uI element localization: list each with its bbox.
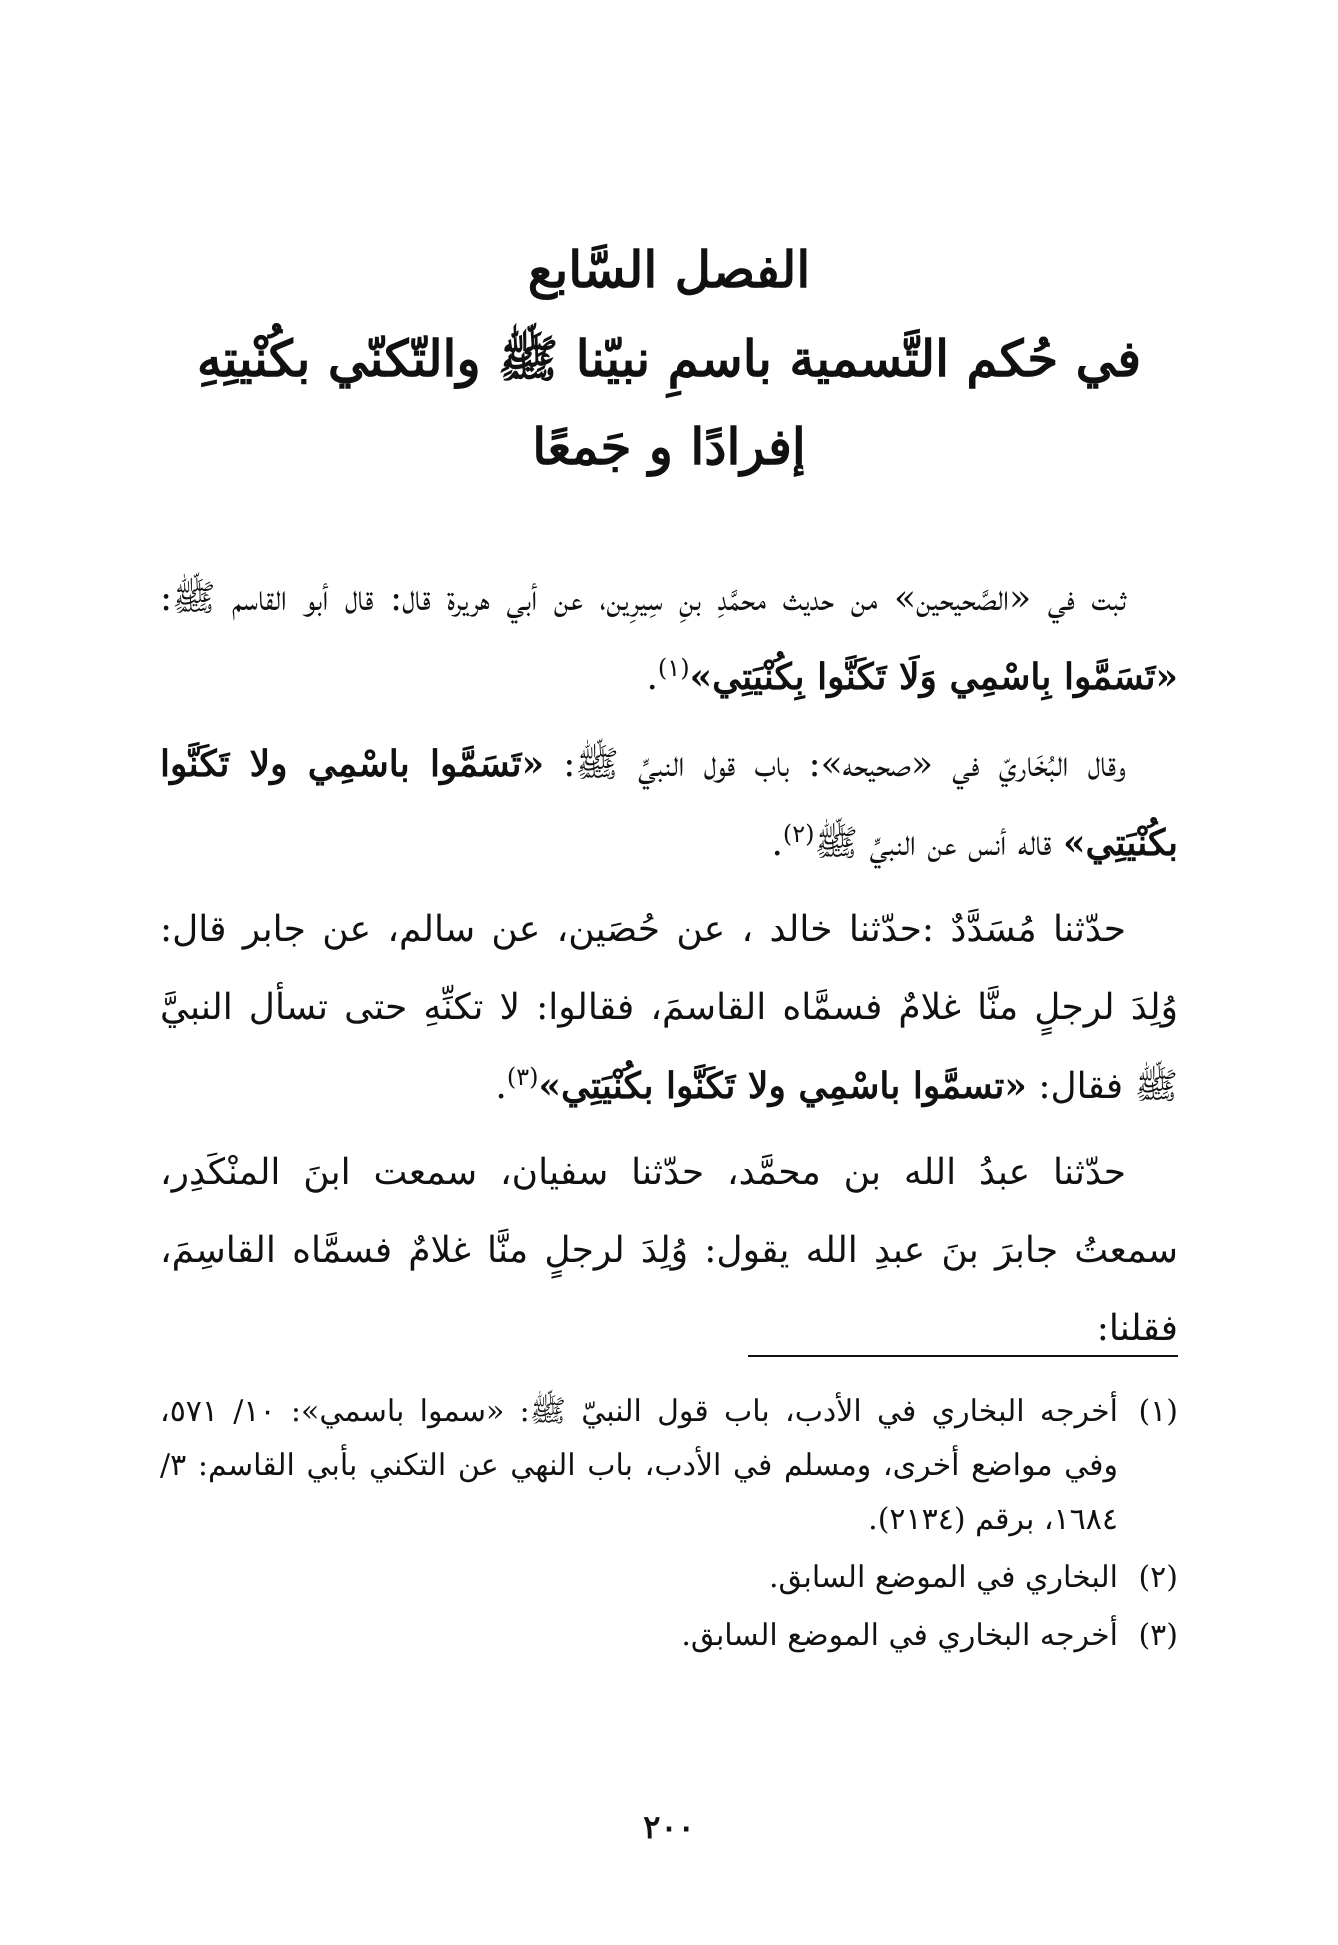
hadith-quote: «تَسَمَّوا بِاسْمِي وَلَا تَكَنَّوا بِكُنْيَتِي»	[689, 656, 1178, 698]
chapter-title-line-2: إفرادًا و جَمعًا	[532, 417, 806, 476]
paragraph-text: حدّثنا عبدُ الله بن محمَّد، حدّثنا سفيان، سمعت ابنَ المنْكَدِر، سمعتُ جابرَ بنَ عبدِ الله يقول: وُلِدَ لرجلٍ منَّا غلامٌ فسمَّاه القاسِمَ، فقلنا:	[160, 1152, 1179, 1349]
footnote	[160, 1385, 1178, 1547]
paragraph-text: ثبت في «الصَّحيحين» من حديث محمَّدِ بنِ سِيرِين، عن أبي هريرة قال: قال أبو القاسم ﷺ:	[160, 578, 1126, 619]
footnote-number: (١)	[1138, 1394, 1178, 1429]
paragraph	[160, 560, 1178, 717]
paragraph-text: حدّثنا مُسَدَّدٌ :حدّثنا خالد ، عن حُصَين، عن سالم، عن جابر قال: وُلِدَ لرجلٍ منَّا غلامٌ فسمَّاه القاسمَ، فقالوا: لا تكنِّهِ حتى تسأل النبيَّ ﷺ فقال:	[160, 909, 1178, 1107]
footnote	[160, 1609, 1178, 1663]
chapter-number: الفصل السَّابع	[527, 240, 811, 299]
footnote-ref[interactable]: (٢)	[782, 820, 815, 848]
footnote-number: (٢)	[1138, 1560, 1178, 1595]
hadith-quote: «تسمَّوا باسْمِي ولا تَكَنَّوا بكُنْيَتِي»	[538, 1065, 1027, 1107]
footnotes	[160, 1385, 1178, 1667]
paragraph-end: .	[495, 1066, 507, 1107]
footnote-ref[interactable]: (١)	[657, 654, 690, 682]
footnote-ref[interactable]: (٣)	[506, 1063, 539, 1091]
page-number: ٢٠٠	[643, 1808, 695, 1846]
paragraph	[160, 725, 1178, 883]
paragraph	[160, 1134, 1178, 1368]
paragraph-text: وقال البُخَاريّ في «صحيحه»: باب قول النبيِّ ﷺ:	[544, 744, 1126, 785]
footnote-text: البخاري في الموضع السابق.	[769, 1560, 1118, 1595]
footnote-divider	[748, 1355, 1178, 1357]
paragraph-end: .	[646, 657, 658, 698]
hadith-quote: «تَسَمَّوا باسْمِي ولا تَكَنَّوا بكُنْيَتِي»	[160, 743, 1178, 864]
footnote-text: أخرجه البخاري في الأدب، باب قول النبيّ ﷺ: «سموا باسمي»: ١٠/ ٥٧١، وفي مواضع أخرى، ومسلم في الأدب، باب النهي عن التكني بأبي القاسم: ٣/ ١٦٨٤، برقم (٢١٣٤).	[160, 1394, 1118, 1537]
paragraph	[160, 891, 1178, 1126]
footnote	[160, 1551, 1178, 1605]
footnote-number: (٣)	[1138, 1618, 1178, 1653]
chapter-title-line-1: في حُكم التَّسمية باسمِ نبيّنا ﷺ والتّكنّي بكُنْيتِهِ	[196, 329, 1142, 388]
paragraph-end: .	[771, 823, 783, 864]
paragraph-text-after: قاله أنس عن النبيِّ ﷺ	[814, 823, 1063, 864]
main-text	[160, 560, 1178, 1376]
chapter-heading	[140, 225, 1198, 491]
footnote-text: أخرجه البخاري في الموضع السابق.	[681, 1618, 1118, 1653]
